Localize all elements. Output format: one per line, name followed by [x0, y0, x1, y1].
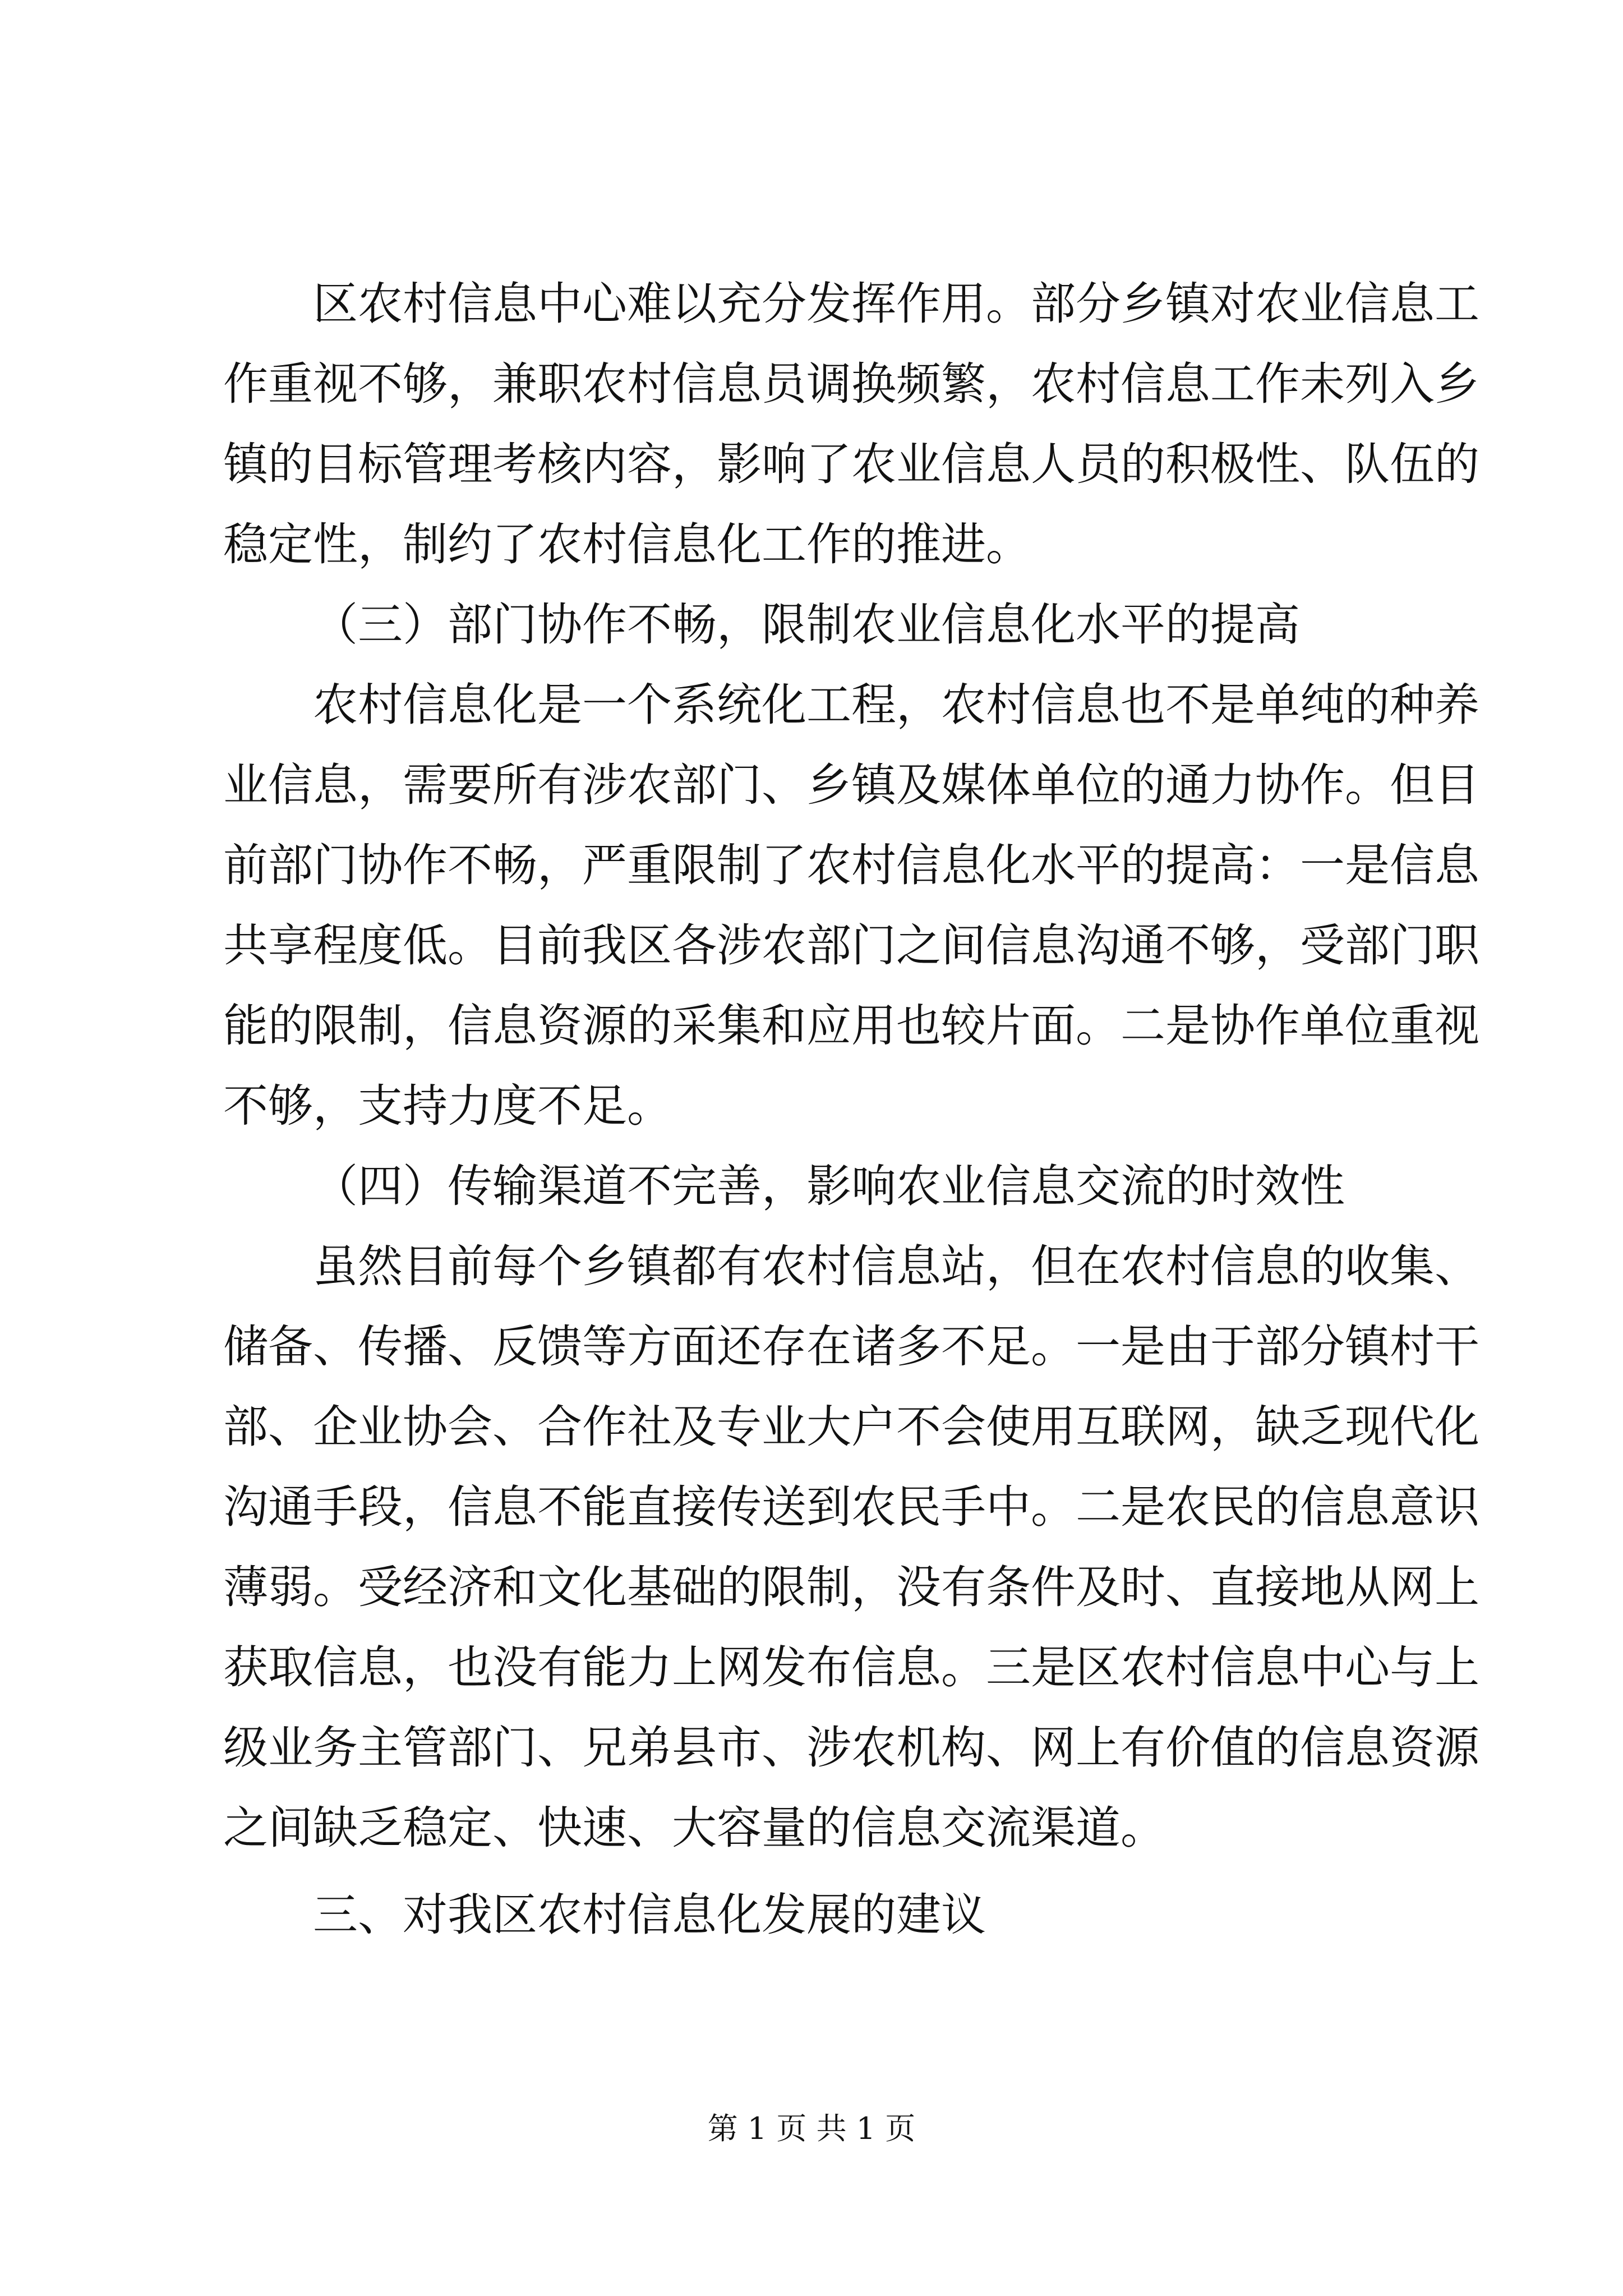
page-footer: 第 1 页 共 1 页	[707, 2111, 916, 2146]
paragraph-line: 储备、传播、反馈等方面还存在诸多不足。一是由于部分镇村干	[223, 1320, 1479, 1373]
paragraph-line: 之间缺乏稳定、快速、大容量的信息交流渠道。	[223, 1802, 1165, 1854]
paragraph-line: 获取信息，也没有能力上网发布信息。三是区农村信息中心与上	[223, 1641, 1479, 1694]
paragraph-line: 业信息，需要所有涉农部门、乡镇及媒体单位的通力协作。但目	[223, 759, 1479, 811]
section-heading-main: 三、对我区农村信息化发展的建议	[313, 1889, 986, 1941]
paragraph-line: 作重视不够，兼职农村信息员调换频繁，农村信息工作未列入乡	[223, 358, 1479, 410]
paragraph-line: 不够，支持力度不足。	[223, 1080, 672, 1132]
document-body	[223, 264, 1479, 1955]
paragraph-line: 能的限制，信息资源的采集和应用也较片面。二是协作单位重视	[223, 1000, 1479, 1052]
paragraph-line: 部、企业协会、合作社及专业大户不会使用互联网，缺乏现代化	[223, 1401, 1479, 1453]
paragraph-line: 农村信息化是一个系统化工程，农村信息也不是单纯的种养	[313, 679, 1479, 731]
paragraph-line: 薄弱。受经济和文化基础的限制，没有条件及时、直接地从网上	[223, 1561, 1479, 1613]
paragraph-line: 虽然目前每个乡镇都有农村信息站，但在农村信息的收集、	[313, 1240, 1479, 1292]
paragraph-line: 共享程度低。目前我区各涉农部门之间信息沟通不够，受部门职	[223, 919, 1479, 972]
paragraph-line: 级业务主管部门、兄弟县市、涉农机构、网上有价值的信息资源	[223, 1722, 1479, 1774]
paragraph-line: 稳定性，制约了农村信息化工作的推进。	[223, 518, 1031, 570]
paragraph-line: 区农村信息中心难以充分发挥作用。部分乡镇对农业信息工	[313, 278, 1479, 330]
paragraph-line: 沟通手段，信息不能直接传送到农民手中。二是农民的信息意识	[223, 1481, 1479, 1533]
paragraph-line: 前部门协作不畅，严重限制了农村信息化水平的提高：一是信息	[223, 839, 1479, 891]
section-heading-4: （四）传输渠道不完善，影响农业信息交流的时效性	[313, 1160, 1345, 1212]
section-heading-3: （三）部门协作不畅，限制农业信息化水平的提高	[313, 599, 1300, 651]
paragraph-line: 镇的目标管理考核内容，影响了农业信息人员的积极性、队伍的	[223, 438, 1479, 490]
